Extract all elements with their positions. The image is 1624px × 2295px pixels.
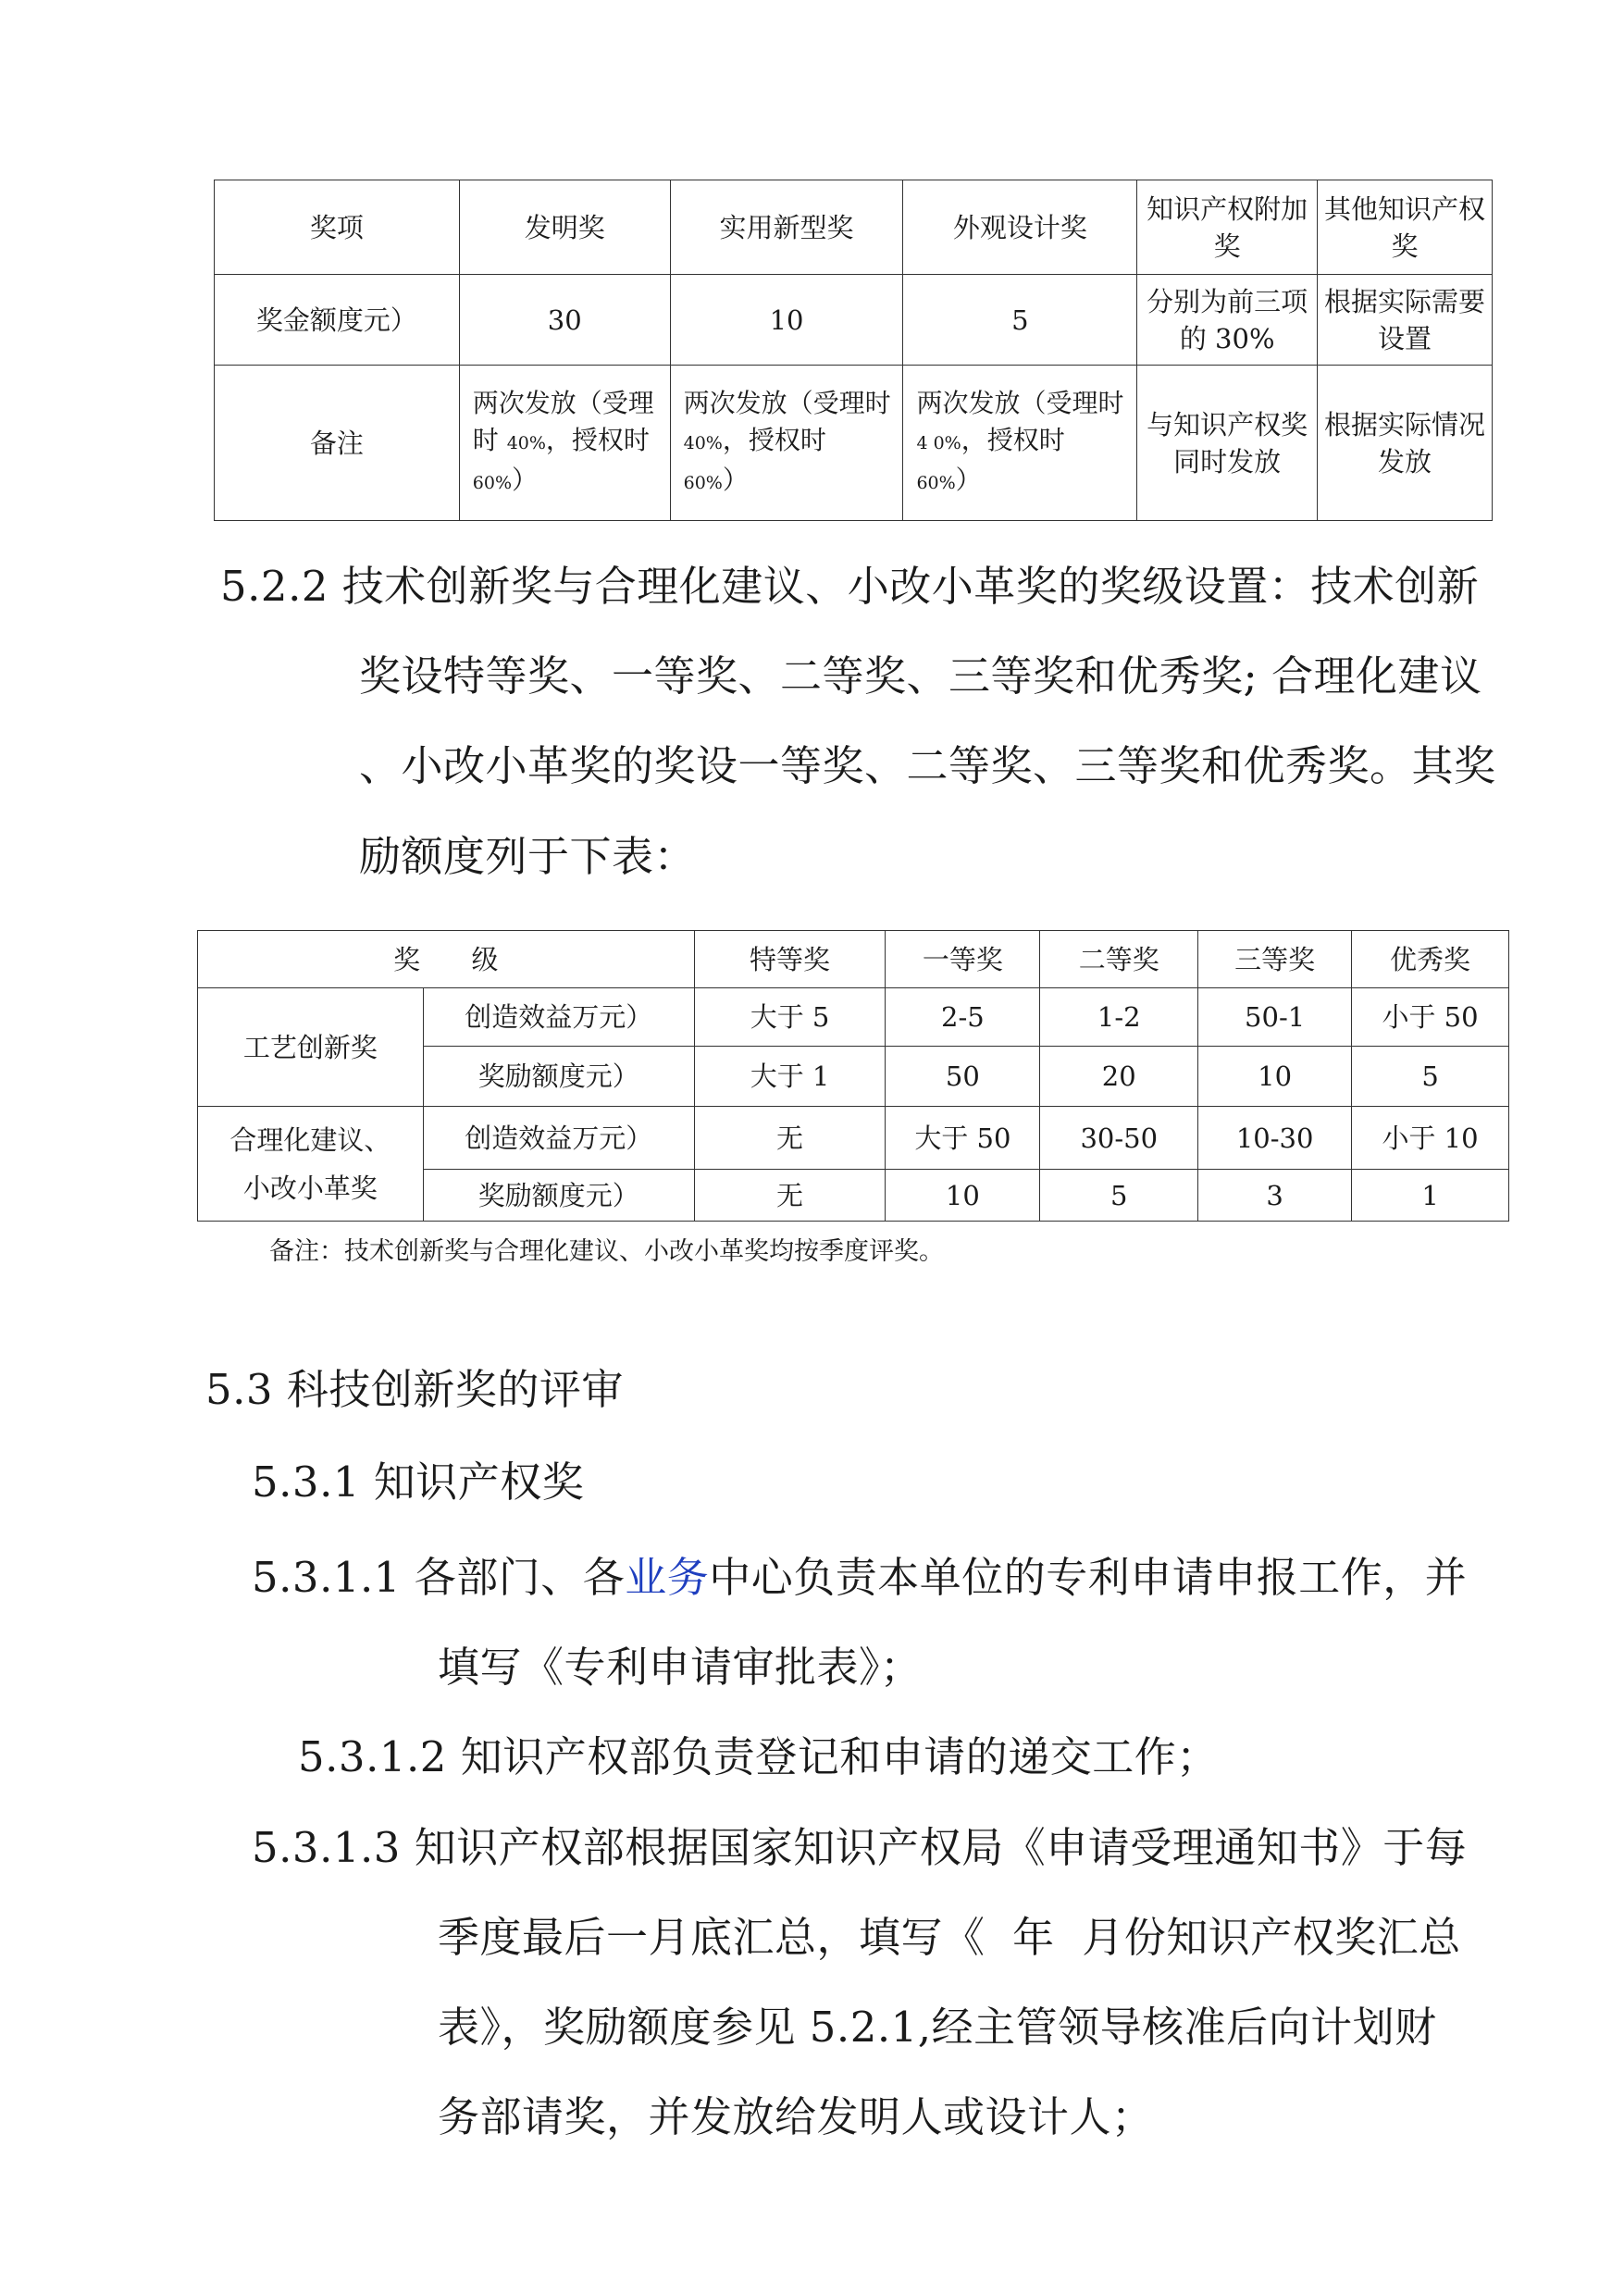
- award-table: [214, 180, 1493, 521]
- award-remark-row: [215, 366, 1493, 521]
- remark-cell: 两次发放（受理时 4 0%，授权时 60%）: [903, 366, 1137, 521]
- row-label: 奖励额度元）: [423, 1047, 694, 1107]
- paragraph-line: 表》，奖励额度参见 5.2.1,经主管领导核准后向计划财: [438, 2003, 1437, 2052]
- remark-cell: 根据实际情况发放: [1318, 366, 1493, 521]
- header-cell: 其他知识产权奖: [1318, 180, 1493, 275]
- remark-cell: 两次发放（受理时 40%，授权时 60%）: [670, 366, 903, 521]
- table-cell: 30-50: [1040, 1107, 1198, 1170]
- paragraph-line: 务部请奖，并发放给发明人或设计人；: [438, 2092, 1154, 2141]
- table-cell: 20: [1040, 1047, 1198, 1107]
- table-cell: 50-1: [1198, 988, 1352, 1047]
- table-cell: 3: [1198, 1170, 1352, 1222]
- group-label: 工艺创新奖: [198, 988, 424, 1107]
- row-label: 备注: [215, 366, 460, 521]
- paragraph-line: 奖设特等奖、一等奖、二等奖、三等奖和优秀奖; 合理化建议: [359, 651, 1482, 701]
- paragraph-line: 5.3.1.3 知识产权部根据国家知识产权局《申请受理通知书》于每: [252, 1823, 1468, 1872]
- table-cell: 分别为前三项的 30%: [1137, 275, 1318, 366]
- header-cell: 知识产权附加奖: [1137, 180, 1318, 275]
- row-label: 创造效益万元）: [423, 1107, 694, 1170]
- grade-table: [197, 930, 1509, 1222]
- table-cell: 10-30: [1198, 1107, 1352, 1170]
- paragraph-line: 励额度列于下表：: [359, 832, 697, 881]
- table-note: 备注：技术创新奖与合理化建议、小改小革奖均按季度评奖。: [269, 1237, 944, 1266]
- paragraph-line: 5.3.1.1 各部门、各业务中心负责本单位的专利申请申报工作，并: [252, 1553, 1468, 1602]
- header-cell: 特等奖: [694, 931, 886, 988]
- table-row: [198, 1107, 1509, 1170]
- table-cell: 50: [886, 1047, 1040, 1107]
- paragraph-line: 、小改小革奖的奖设一等奖、二等奖、三等奖和优秀奖。其奖: [359, 741, 1496, 790]
- table-cell: 小于 50: [1352, 988, 1509, 1047]
- row-label: 创造效益万元）: [423, 988, 694, 1047]
- paragraph-line: 5.2.2 技术创新奖与合理化建议、小改小革奖的奖级设置：技术创新: [220, 562, 1480, 611]
- table-cell: 无: [694, 1170, 886, 1222]
- header-cell: 优秀奖: [1352, 931, 1509, 988]
- paragraph-line: 填写《专利申请审批表》；: [438, 1643, 923, 1692]
- group-label: 合理化建议、 小改小革奖: [198, 1107, 424, 1222]
- table-cell: 5: [903, 275, 1137, 366]
- table-cell: 1-2: [1040, 988, 1198, 1047]
- header-cell: 实用新型奖: [670, 180, 903, 275]
- header-cell: 发明奖: [459, 180, 670, 275]
- table-cell: 5: [1040, 1170, 1198, 1222]
- business-link[interactable]: 业务: [625, 1553, 710, 1602]
- table-cell: 根据实际需要设置: [1318, 275, 1493, 366]
- row-label: 奖金额度元）: [215, 275, 460, 366]
- grade-table-header-row: [198, 931, 1509, 988]
- header-cell: 外观设计奖: [903, 180, 1137, 275]
- paragraph-line: 季度最后一月底汇总，填写《 年 月份知识产权奖汇总: [438, 1913, 1461, 1962]
- table-cell: 小于 10: [1352, 1107, 1509, 1170]
- header-cell: 奖项: [215, 180, 460, 275]
- row-label: 奖励额度元）: [423, 1170, 694, 1222]
- table-cell: 5: [1352, 1047, 1509, 1107]
- table-cell: 大于 50: [886, 1107, 1040, 1170]
- table-cell: 大于 5: [694, 988, 886, 1047]
- header-cell: 奖 级: [198, 931, 695, 988]
- table-cell: 2-5: [886, 988, 1040, 1047]
- table-row: [198, 988, 1509, 1047]
- remark-cell: 与知识产权奖同时发放: [1137, 366, 1318, 521]
- table-cell: 30: [459, 275, 670, 366]
- award-amount-row: [215, 275, 1493, 366]
- table-cell: 大于 1: [694, 1047, 886, 1107]
- table-cell: 无: [694, 1107, 886, 1170]
- header-cell: 一等奖: [886, 931, 1040, 988]
- table-cell: 1: [1352, 1170, 1509, 1222]
- remark-cell: 两次发放（受理时 40%，授权时 60%）: [459, 366, 670, 521]
- award-table-header-row: [215, 180, 1493, 275]
- table-cell: 10: [1198, 1047, 1352, 1107]
- section-heading: 5.3 科技创新奖的评审: [205, 1365, 624, 1414]
- section-heading: 5.3.1 知识产权奖: [252, 1458, 585, 1507]
- paragraph-line: 5.3.1.2 知识产权部负责登记和申请的递交工作；: [298, 1732, 1219, 1781]
- header-cell: 三等奖: [1198, 931, 1352, 988]
- table-cell: 10: [886, 1170, 1040, 1222]
- table-cell: 10: [670, 275, 903, 366]
- header-cell: 二等奖: [1040, 931, 1198, 988]
